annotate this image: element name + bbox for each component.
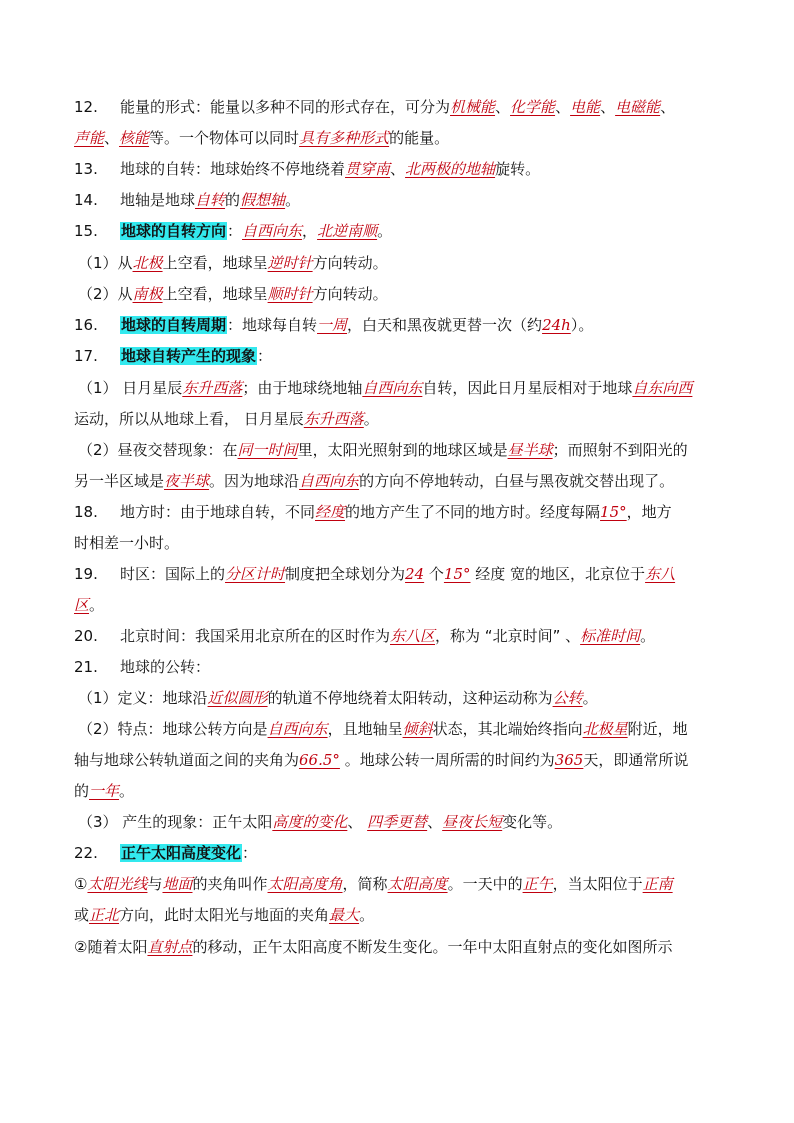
item-21: 21. 地球的公转：: [74, 658, 211, 676]
highlighted-term: 地球的自转周期: [121, 316, 227, 334]
answer-blank: 顺时针: [267, 285, 313, 303]
answer-blank: 南极: [132, 285, 163, 303]
item-21-sub-2-cont-2: 的一年。: [74, 782, 135, 800]
item-number: 17.: [74, 347, 98, 365]
answer-blank: 正午: [522, 875, 553, 893]
item-number: 15.: [74, 222, 98, 240]
answer-blank: 北两极的地轴: [405, 160, 496, 178]
answer-blank: 化学能: [510, 98, 556, 116]
highlighted-term: 地球自转产生的现象: [121, 347, 257, 365]
answer-blank: 东八区: [390, 627, 436, 645]
answer-blank: 逆时针: [267, 254, 313, 272]
answer-blank: 分区计时: [225, 565, 286, 583]
item-12-line-2: 声能、核能等。一个物体可以同时具有多种形式的能量。: [74, 129, 450, 147]
item-22-circle-1-cont: 或正北方向，此时太阳光与地面的夹角最大。: [74, 906, 375, 924]
item-number: 13.: [74, 160, 98, 178]
answer-blank: 近似圆形: [207, 689, 268, 707]
answer-blank: 机械能: [450, 98, 496, 116]
item-13: 13. 地球的自转：地球始终不停地绕着贯穿南、北两极的地轴旋转。: [74, 160, 541, 178]
answer-blank: 自西向东: [267, 720, 328, 738]
item-19-line-1: 19. 时区：国际上的分区计时制度把全球划分为24 个15° 经度 宽的地区，北京位于东八: [74, 565, 676, 583]
answer-blank: 365: [554, 751, 584, 769]
answer-blank: 最大: [329, 906, 360, 924]
item-15-sub-2: （2）从南极上空看，地球呈顺时针方向转动。: [78, 285, 388, 303]
answer-blank: 66.5°: [299, 751, 340, 769]
item-number: 16.: [74, 316, 98, 334]
answer-blank: 自西向东: [242, 222, 303, 240]
item-18-line-2: 时相差一小时。: [74, 534, 180, 552]
answer-blank: 太阳高度角: [267, 875, 343, 893]
item-number: 12.: [74, 98, 98, 116]
item-15-sub-1: （1）从北极上空看，地球呈逆时针方向转动。: [78, 254, 388, 272]
answer-blank: 15°: [443, 565, 471, 583]
answer-blank: 自西向东: [299, 472, 360, 490]
item-number: 21.: [74, 658, 98, 676]
item-12-line-1: 12. 能量的形式：能量以多种不同的形式存在，可分为机械能、化学能、电能、电磁能、: [74, 98, 676, 116]
answer-blank: 具有多种形式: [299, 129, 390, 147]
answer-blank: 东升西落: [303, 410, 364, 428]
answer-blank: 东八: [645, 565, 676, 583]
answer-blank: 北极星: [582, 720, 628, 738]
answer-blank: 经度: [315, 503, 346, 521]
answer-blank: 高度的变化: [272, 813, 348, 831]
item-number: 19.: [74, 565, 98, 583]
answer-blank: 四季更替: [367, 813, 428, 831]
item-14: 14. 地轴是地球自转的假想轴。: [74, 191, 301, 209]
highlighted-term: 地球的自转方向: [121, 222, 227, 240]
answer-blank: 电能: [570, 98, 601, 116]
answer-blank: 自转: [195, 191, 226, 209]
item-15: 15. 地球的自转方向：自西向东，北逆南顺。: [74, 222, 393, 240]
item-17-sub-2: （2）昼夜交替现象：在同一时间里，太阳光照射到的地球区域是昼半球；而照射不到阳光的: [78, 441, 688, 459]
answer-blank: 电磁能: [615, 98, 661, 116]
item-16: 16. 地球的自转周期：地球每自转一周，白天和黑夜就更替一次（约24h）。: [74, 316, 594, 334]
item-number: 18.: [74, 503, 98, 521]
answer-blank: 倾斜: [402, 720, 433, 738]
answer-blank: 15°: [600, 503, 627, 521]
item-17-sub-1-cont: 运动，所以从地球上看， 日月星辰东升西落。: [74, 410, 379, 428]
item-number: 22.: [74, 844, 98, 862]
answer-blank: 贯穿南: [345, 160, 391, 178]
answer-blank: 声能: [74, 129, 105, 147]
answer-blank: 昼半球: [507, 441, 553, 459]
answer-blank: 正南: [642, 875, 673, 893]
item-21-sub-2: （2）特点：地球公转方向是自西向东，且地轴呈倾斜状态，其北端始终指向北极星附近，地: [78, 720, 688, 738]
item-19-line-2: 区。: [74, 596, 105, 614]
item-22: 22. 正午太阳高度变化：: [74, 844, 258, 862]
answer-blank: 假想轴: [240, 191, 286, 209]
answer-blank: 夜半球: [164, 472, 210, 490]
answer-blank: 自西向东: [362, 379, 423, 397]
item-21-sub-3: （3） 产生的现象：正午太阳高度的变化、 四季更替、昼夜长短变化等。: [78, 813, 563, 831]
answer-blank: 直射点: [147, 938, 193, 956]
item-22-circle-2: ②随着太阳直射点的移动，正午太阳高度不断发生变化。一年中太阳直射点的变化如图所示: [74, 938, 673, 956]
answer-blank: 正北: [89, 906, 120, 924]
answer-blank: 太阳光线: [87, 875, 148, 893]
answer-blank: 24: [405, 565, 425, 583]
answer-blank: 同一时间: [237, 441, 298, 459]
item-22-circle-1: ①太阳光线与地面的夹角叫作太阳高度角，简称太阳高度。一天中的正午，当太阳位于正南: [74, 875, 673, 893]
answer-blank: 地面: [162, 875, 193, 893]
item-17: 17. 地球自转产生的现象：: [74, 347, 273, 365]
answer-blank: 北逆南顺: [317, 222, 378, 240]
answer-blank: 一周: [317, 316, 348, 334]
answer-blank: 东升西落: [182, 379, 243, 397]
answer-blank: 自东向西: [632, 379, 693, 397]
answer-blank: 核能: [119, 129, 150, 147]
answer-blank: 24h: [542, 316, 571, 334]
item-21-sub-1: （1）定义：地球沿近似圆形的轨道不停地绕着太阳转动，这种运动称为公转。: [78, 689, 598, 707]
item-17-sub-1: （1） 日月星辰东升西落；由于地球绕地轴自西向东自转，因此日月星辰相对于地球自东向西: [78, 379, 693, 397]
item-20: 20. 北京时间：我国采用北京所在的区时作为东八区，称为 “北京时间” 、标准时间。: [74, 627, 656, 645]
item-17-sub-2-cont: 另一半区域是夜半球。因为地球沿自西向东的方向不停地转动，白昼与黑夜就交替出现了。: [74, 472, 675, 490]
answer-blank: 区: [74, 596, 90, 614]
item-number: 14.: [74, 191, 98, 209]
answer-blank: 公转: [552, 689, 583, 707]
answer-blank: 北极: [132, 254, 163, 272]
answer-blank: 昼夜长短: [442, 813, 503, 831]
highlighted-term: 正午太阳高度变化: [121, 844, 242, 862]
answer-blank: 标准时间: [580, 627, 641, 645]
item-number: 20.: [74, 627, 98, 645]
item-18-line-1: 18. 地方时：由于地球自转，不同经度的地方产生了不同的地方时。经度每隔15°，地方: [74, 503, 672, 521]
item-21-sub-2-cont: 轴与地球公转轨道面之间的夹角为66.5° 。地球公转一周所需的时间约为365天，即通常所说: [74, 751, 689, 769]
answer-blank: 一年: [89, 782, 120, 800]
answer-blank: 太阳高度: [387, 875, 448, 893]
